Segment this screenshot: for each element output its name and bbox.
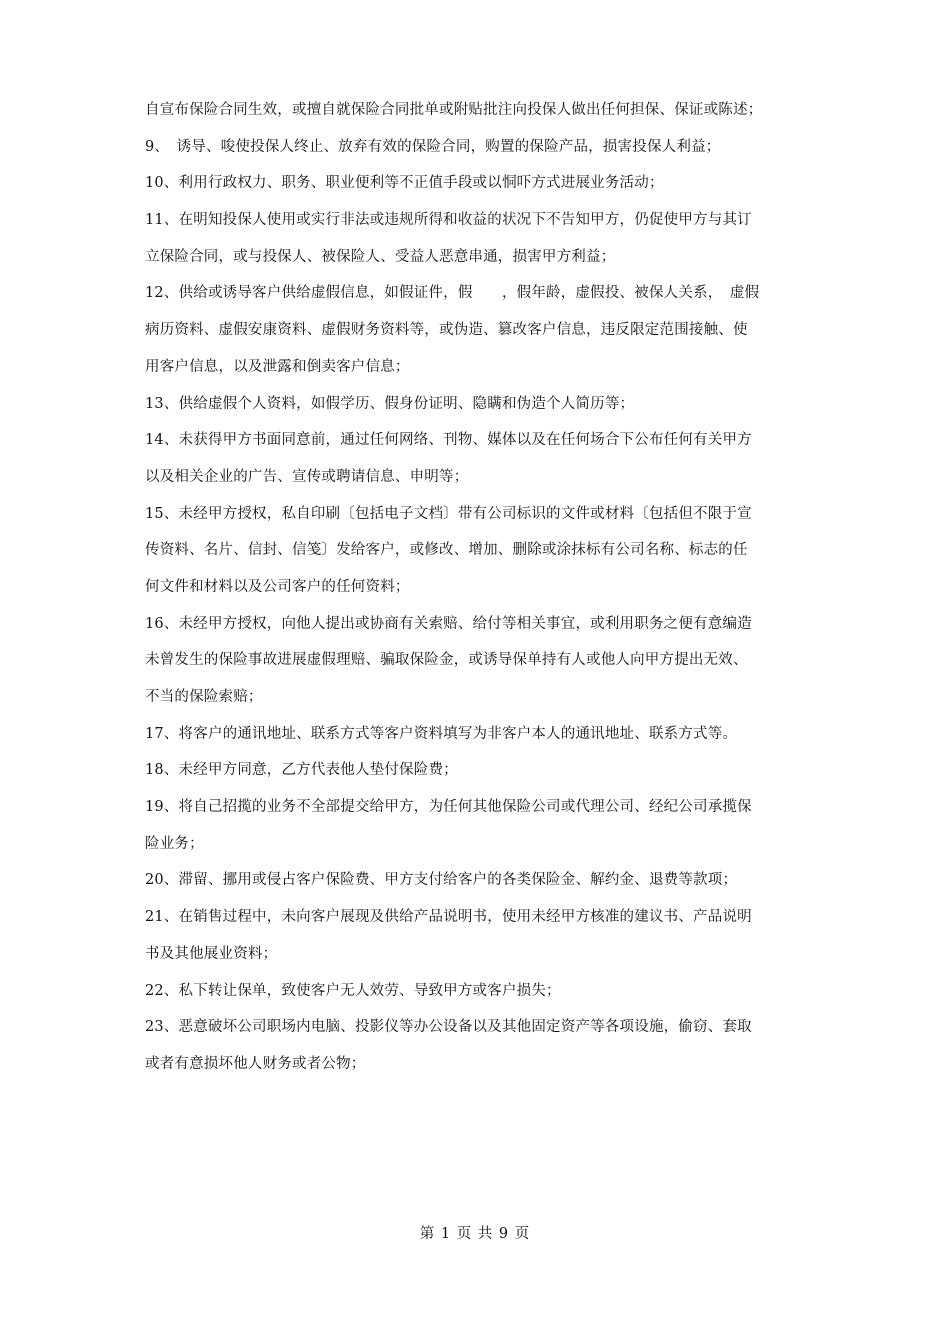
document-line: 用客户信息，以及泄露和倒卖客户信息； bbox=[145, 358, 410, 375]
document-line: 10、利用行政权力、职务、职业便利等不正值手段或以恫吓方式进展业务活动； bbox=[145, 175, 664, 192]
document-line: 险业务； bbox=[145, 835, 204, 852]
document-line: 11、在明知投保人使用或实行非法或违规所得和收益的状况下不告知甲方，仍促使甲方与其订 bbox=[145, 212, 752, 229]
document-line: 或者有意损坏他人财务或者公物； bbox=[145, 1055, 366, 1072]
document-line: 9、 诱导、唆使投保人终止、放弃有效的保险合同，购置的保险产品，损害投保人利益； bbox=[145, 138, 721, 155]
document-line: 以及相关企业的广告、宣传或聘请信息、申明等； bbox=[145, 468, 469, 485]
document-line: 20、滞留、挪用或侵占客户保险费、甲方支付给客户的各类保险金、解约金、退费等款项； bbox=[145, 872, 738, 889]
document-line: 未曾发生的保险事故进展虚假理赔、骗取保险金，或诱导保单持有人或他人向甲方提出无效、 bbox=[145, 652, 748, 669]
document-line: 23、恶意破坏公司职场内电脑、投影仪等办公设备以及其他固定资产等各项设施，偷窃、套取 bbox=[145, 1019, 752, 1036]
document-line: 16、未经甲方授权，向他人提出或协商有关索赔、给付等相关事宜，或利用职务之便有意编造 bbox=[145, 615, 752, 632]
document-line: 病历资料、虚假安康资料、虚假财务资料等，或伪造、篡改客户信息，违反限定范围接触、使 bbox=[145, 322, 748, 339]
document-line: 不当的保险索赔； bbox=[145, 689, 263, 705]
document-body bbox=[145, 98, 815, 1089]
document-line: 立保险合同，或与投保人、被保险人、受益人恶意串通，损害甲方利益； bbox=[145, 248, 616, 265]
document-line: 自宣布保险合同生效，或擅自就保险合同批单或附贴批注向投保人做出任何担保、保证或陈述； bbox=[145, 102, 763, 118]
document-line: 21、在销售过程中，未向客户展现及供给产品说明书，使用未经甲方核准的建议书、产品说明 bbox=[145, 909, 752, 926]
document-line: 14、未获得甲方书面同意前，通过任何网络、刊物、媒体以及在任何场合下公布任何有关甲方 bbox=[145, 432, 752, 449]
page-number-footer: 第 1 页 共 9 页 bbox=[419, 1226, 531, 1242]
document-line: 何文件和材料以及公司客户的任何资料； bbox=[145, 578, 410, 595]
document-line: 13、供给虚假个人资料，如假学历、假身份证明、隐瞒和伪造个人简历等； bbox=[145, 395, 635, 412]
document-line: 18、未经甲方同意，乙方代表他人垫付保险费； bbox=[145, 762, 458, 779]
document-line: 17、将客户的通讯地址、联系方式等客户资料填写为非客户本人的通讯地址、联系方式等。 bbox=[145, 725, 738, 742]
document-line: 书及其他展业资料； bbox=[145, 945, 278, 962]
document-line: 22、私下转让保单，致使客户无人效劳、导致甲方或客户损失； bbox=[145, 982, 561, 999]
document-line: 19、将自己招揽的业务不全部提交给甲方，为任何其他保险公司或代理公司、经纪公司承揽保 bbox=[145, 799, 752, 816]
document-line: 传资料、名片、信封、信笺〕发给客户，或修改、增加、删除或涂抹标有公司名称、标志的任 bbox=[145, 542, 748, 559]
document-line: 15、未经甲方授权，私自印刷〔包括电子文档〕带有公司标识的文件或材料〔包括但不限于宣 bbox=[145, 505, 752, 522]
document-line: 12、供给或诱导客户供给虚假信息，如假证件，假 ，假年龄，虚假投、被保人关系， 虚假 bbox=[145, 285, 760, 302]
